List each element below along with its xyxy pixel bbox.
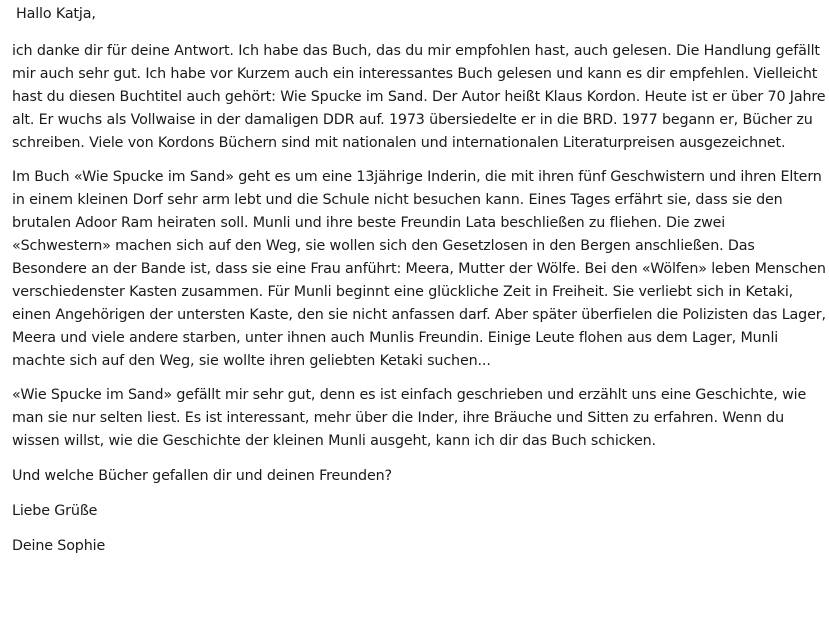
letter-body [12, 0, 827, 558]
paragraph-book-summary: Im Buch «Wie Spucke im Sand» geht es um eine 13jährige Inderin, die mit ihren fünf Geschwistern und ihren Eltern in einem kleinen Dorf sehr arm lebt und die Schule nicht besuchen kann. Eines Tages erfährt sie, dass sie den brutalen Adoor Ram heiraten soll. Munli und ihre beste Freundin Lata beschließen zu fliehen. Die zwei «Schwestern» machen sich auf den Weg, sie wollen sich den Gesetzlosen in den Bergen anschließen. Das Besondere an der Bande ist, dass sie eine Frau anführt: Meera, Mutter der Wölfe. Bei den «Wölfen» leben Menschen verschiedenster Kasten zusammen. Für Munli beginnt eine glückliche Zeit in Freiheit. Sie verliebt sich in Ketaki, einen Angehörigen der untersten Kaste, den sie nicht anfassen darf. Aber später überfielen die Polizisten das Lager, Meera und viele andere starben, unter ihnen auch Munlis Freundin. Einige Leute flohen aus dem Lager, Munli machte sich auf den Weg, sie wollte ihren geliebten Ketaki suchen... [12, 169, 826, 369]
letter-closing: Liebe Grüße [12, 503, 98, 519]
letter-greeting: Hallo Katja, [16, 6, 96, 22]
paragraph-intro: ich danke dir für deine Antwort. Ich habe das Buch, das du mir empfohlen hast, auch gelesen. Die Handlung gefällt mir auch sehr gut. Ich habe vor Kurzem auch ein interessantes Buch gelesen und kann es dir empfehlen. Vielleicht hast du diesen Buchtitel auch gehört: Wie Spucke im Sand. Der Autor heißt Klaus Kordon. Heute ist er über 70 Jahre alt. Er wuchs als Vollwaise in der damaligen DDR auf. 1973 übersiedelte er in die BRD. 1977 begann er, Bücher zu schreiben. Viele von Kordons Büchern sind mit nationalen und internationalen Literaturpreisen ausgezeichnet. [12, 43, 826, 151]
paragraph-opinion: «Wie Spucke im Sand» gefällt mir sehr gut, denn es ist einfach geschrieben und erzählt uns eine Geschichte, wie man sie nur selten liest. Es ist interessant, mehr über die Inder, ihre Bräuche und Sitten zu erfahren. Wenn du wissen willst, wie die Geschichte der kleinen Munli ausgeht, kann ich dir das Buch schicken. [12, 387, 807, 449]
letter-signature: Deine Sophie [12, 538, 106, 554]
paragraph-question: Und welche Bücher gefallen dir und deinen Freunden? [12, 468, 392, 484]
